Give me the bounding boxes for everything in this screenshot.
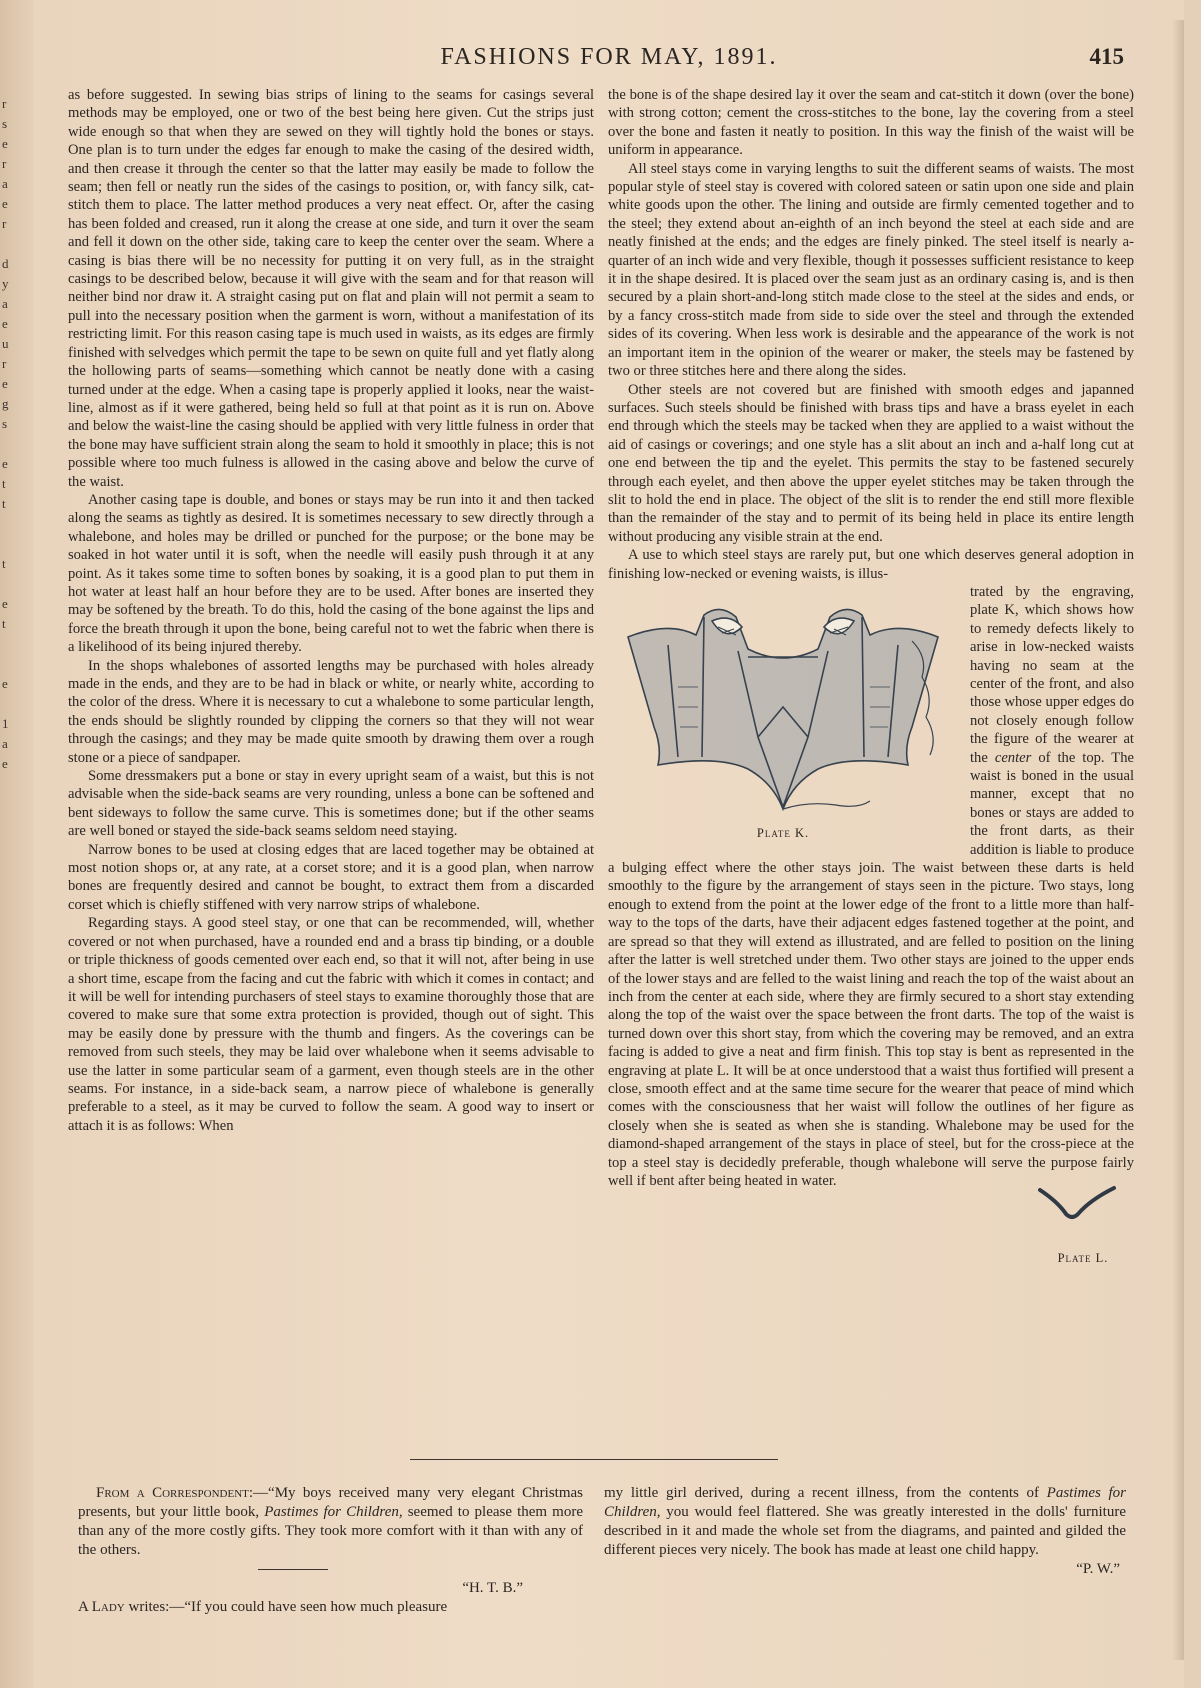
plate-l-caption: Plate L. (1057, 1251, 1109, 1266)
paragraph: the bone is of the shape desired lay it over the seam and cat-stitch it down (over the bone) with strong cotton; cement the cross-stitches to the bone, lay the covering from a steel over the bone and fasten it neatly to position. In this way the finish of the waist will be uniform in appearance. (608, 87, 1134, 159)
left-column (68, 86, 594, 1436)
figure-side-text-continued: of the top. The waist is boned in the usual manner, except that no bones or stays are added to the front darts, as their addition is liable to produce a bulging effect where the other stays join. The waist between these darts is held smoothly to the figure by the arrangement of stays seen in the picture. Two stays, long enough to extend from the point at the lower edge of the front to a little more than half-way to the tops of the darts, have their adjacent edges fastened together at the point, and are spread so that they will extend as illustrated, and are felled to position on the lining after the latter is well stretched under them. Two other stays are joined to the upper ends of the lower stays and are felled to the waist lining and reach the top of the waist about an inch from the center at each side, where they are firmly secured to a short stay extending along the top of the waist over the space between the front darts. The top of the waist is turned down over this short stay, from which the covering may be removed, and an extra facing is added to give a neat and firm finish. This top stay is bent as represented in the engraving at plate L. It will be at once understood that a waist thus fortified will present a close, smooth effect and at the same time secure for the wearer that peace of mind which comes with the consciousness that her waist will follow the outlines of her figure as closely when she is seated as when she is standing. Whalebone may be used for the diamond-shaped arrangement of the stays in place of steel, but for the cross-piece at the top a steel stay is decidedly preferable, though whalebone will serve the purpose fairly well if bent after being heated in water. (608, 749, 1134, 1189)
letter-text: writes:—“If you could have seen how much pleasure (124, 1599, 448, 1615)
page-title: FASHIONS FOR MAY, 1891. (440, 44, 778, 70)
paragraph: Some dressmakers put a bone or stay in every upright seam of a waist, but this is not advisable when the side-back seams are very rounding, unless a bone can be softened and bent sideways to follow the same curve. This is sometimes done; but if the other seams are well boned or stayed the side-back seams seldom need staying. (68, 768, 594, 840)
gutter-letters: r s e r a e r d y a e u r e g s e t t t e t e 1 a e (2, 96, 9, 771)
paragraph: as before suggested. In sewing bias strips of lining to the seams for casings several methods may be employed, one or two of the best being here given. Cut the strips just wide enough so that when they are sewed on they will tightly hold the bones or stays. One plan is to turn under the edges far enough to make the casing of the desired width, and then crease it through the center so that the latter may easily be made to follow the seam; then fell or neatly run the sides of the casings to position, or, with fancy silk, cat-stitch them to place. The latter method produces a very neat effect. Or, after the casing has been folded and creased, run it along the crease at one side, and turn it over the seam and fell it down on the other side, taking care to keep the center over the seam. Where a casing is bias there will be no necessity for putting it on very full, as in the straight casings to be described below, because it will give with the seam and for that reason will neither bind nor draw it. A straight casing put on flat and plain will not permit a seam to pull into the necessary position when the garment is worn, without a manifestation of its restricting limit. For this reason casing tape is much used in waists, as its edges are firmly finished with selvedges which permit the tape to be sewn on quite full and yet flatly along the hollowing parts of seams—something which cannot be neatly done with a casing turned under at the edge. When a casing tape is properly applied it looks, near the waist-line, almost as if it were gathered, being held so full at that point as it is run on. Above and below the waist-line the casing should be applied with very little fulness in order that the bone may have sufficient strain along the seam to hold it smoothly in place; this is not possible where too much fulness is allowed in the casing above and below the curve of the waist. (68, 87, 594, 490)
paragraph: A use to which steel stays are rarely put, but one which deserves general adoption in finishing low-necked or evening waists, is illus- (608, 547, 1134, 582)
paragraph: Other steels are not covered but are finished with smooth edges and japanned surfaces. Such steels should be finished with brass tips and have a brass eyelet in each end through which the steels may be tacked when they are applied to a waist without the aid of casings or coverings; and one style has a slit about an inch and a-half long cut at one end between the tip and the eyelet. This permits the stay to be fastened securely through each eyelet, and then above the upper eyelet stitches may be taken through the slit to hold the end in place. The object of the slit is to render the end still more flexible than the remainder of the stay and to permit of its being held in place its entire length without producing any visible strain at the end. (608, 381, 1134, 545)
signature-pw: “P. W.” (1076, 1561, 1120, 1577)
plate-k-figure (608, 587, 958, 842)
page-edge-shadow (1172, 20, 1184, 1660)
letter-text: seemed to please them more than any of the more costly gifts. They took more comfort with it than with any of the others. (78, 1504, 583, 1558)
letter-text: you would feel flattered. She was greatly interested in the dolls' furniture described in it and made the whole set from the diagrams, and painted and gilded the different pieces very nicely. The book has made at least one child happy. (604, 1504, 1126, 1558)
paragraph: All steel stays come in varying lengths to suit the different seams of waists. The most popular style of steel stay is covered with colored sateen or satin upon one side and plain white goods upon the other. The lining and outside are firmly cemented together and to the steel; they extend about an-eighth of an inch beyond the steel at each side and are neatly finished at the ends; and the edges are finely pinked. The steel itself is nearly a-quarter of an inch wide and very flexible, though it possesses sufficient resistance to keep it in the shape desired. It is placed over the seam just as an ordinary casing is, and is then secured by a plain short-and-long stitch made close to the steel at the sides and ends, or by a fancy cross-stitch made from side to side over the steel and through the extended sides of its covering. When less work is desirable and the appearance of the work is not an important item in the opinion of the wearer or maker, the steels may be fastened by two or three stitches here and there along the sides. (608, 160, 1134, 380)
lady-label: A Lady (78, 1599, 125, 1615)
section-divider (410, 1459, 778, 1460)
letter-text: my little girl derived, during a recent illness, from the contents of (604, 1485, 1047, 1501)
bodice-engraving (608, 587, 958, 817)
page-gutter (0, 0, 34, 1688)
correspondent-notes-right (604, 1484, 1126, 1579)
paragraph: Regarding stays. A good steel stay, or one that can be recommended, will, whether covered or not when purchased, have a rounded end and a brass tip binding, or a double or triple thickness of goods cemented over each end, so that it will not, after being in use a short time, escape from the facing and cut the fabric with which it comes in contact; and it will be well for intending purchasers of steel stays to examine thoroughly those that are covered to make sure that some extra protection is provided, though out of sight. This may be easily done by pressure with the thumb and fingers. As the coverings can be removed from such steels, they may be laid over whalebone when it seems advisable to use the latter in some particular seam of a garment, even though steels are in the other seams. For instance, in a side-back seam, a narrow piece of whalebone is generally preferable to a steel, as it may be curved to follow the seam. A good way to insert or attach it is as follows: When (68, 915, 594, 1134)
book-title: Pastimes for Children, (604, 1485, 1127, 1520)
correspondent-notes-left (78, 1484, 583, 1617)
lady-letter (78, 1598, 583, 1617)
correspondent-label: From a Correspondent (96, 1485, 249, 1501)
short-rule (258, 1569, 328, 1570)
paragraph: In the shops whalebones of assorted lengths may be purchased with holes already made in the ends, and they are to be had in black or white, or nearly white, according to the color of the dress. Where it is necessary to cut a whalebone to some particular length, the ends should be slightly rounded by clipping the corners so that they will not wear through the casings; and they may be made quite smooth by drawing them over a rough stone or a piece of sandpaper. (68, 657, 594, 766)
figure-side-text: trated by the engraving, plate K, which shows how to remedy defects likely to arise in low-necked waists having no seam at the center of the front, and also those whose upper edges do not closely enough follow the figure of the wearer at the (970, 583, 1134, 766)
page-header (34, 44, 1184, 74)
paragraph: Narrow bones to be used at closing edges that are laced together may be obtained at most notion shops or, at any rate, at a corset store; and it is a good plan, when narrow bones are frequently desired and cannot be bought, to extract them from a discarded corset which is chiefly stiffened with very narrow strips of whalebone. (68, 841, 594, 913)
book-title: Pastimes for Children, (264, 1504, 403, 1520)
signature-line (78, 1560, 583, 1579)
correspondent-letter (78, 1484, 583, 1560)
signature-htb: “H. T. B.” (462, 1580, 523, 1596)
lady-letter-continued (604, 1484, 1126, 1560)
plate-l-figure (1018, 1180, 1148, 1270)
emphasis-center: center (994, 749, 1032, 766)
letter-text: :—“My boys received many very elegant Christmas presents, but your little book, (78, 1485, 583, 1520)
page-number: 415 (1089, 44, 1124, 69)
stay-engraving (1018, 1180, 1148, 1240)
paragraph: Another casing tape is double, and bones or stays may be run into it and then tacked along the seams as tightly as desired. It is sometimes necessary to sew directly through a whalebone, and holes may be drilled or punched for the purpose; or the bone may be soaked in hot water until it is soft, when the needle will easily push through it at any point. As it takes some time to soften bones by soaking, it is a good plan to put them in hot water at least half an hour before they are to be used. After bones are inserted they may be softened by the breath. To do this, hold the casing of the bone against the lips and force the breath through it upon the bone, being careful not to wet the fabric when there is a likelihood of its being injured thereby. (68, 491, 594, 656)
plate-k-caption: Plate K. (756, 825, 810, 840)
